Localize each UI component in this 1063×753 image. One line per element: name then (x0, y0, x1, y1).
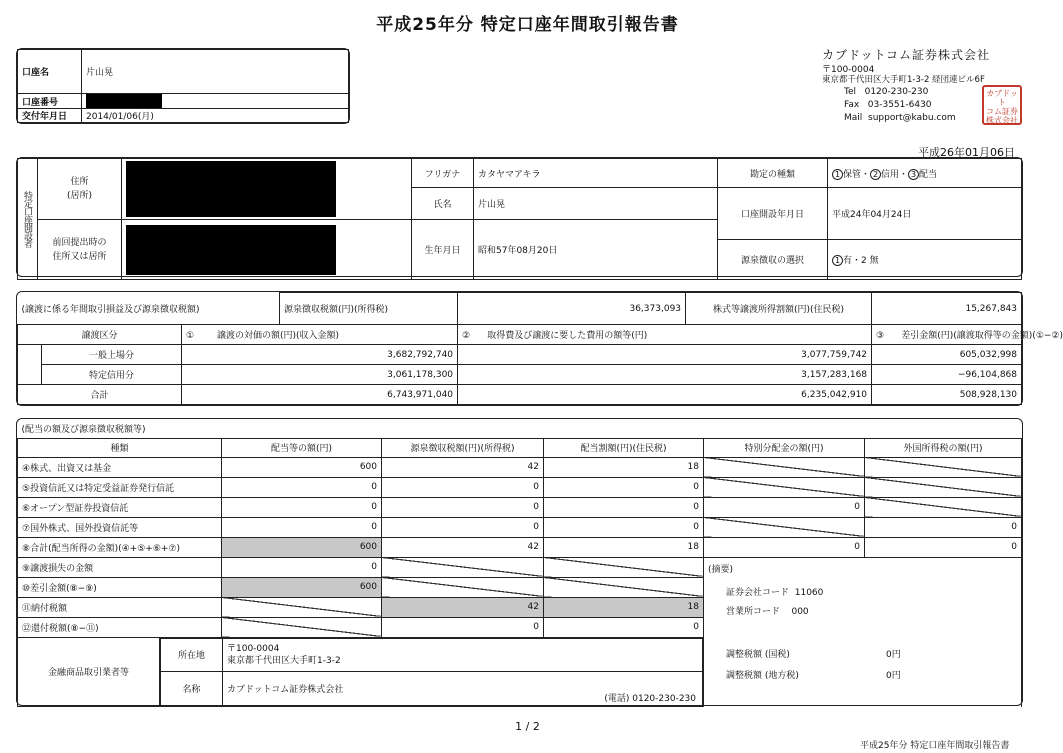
memo-cell (704, 557, 1022, 707)
dividend-header: (配当の額及び源泉徴収税額等) (18, 419, 1022, 438)
account-holder-box (16, 157, 1023, 277)
dividend-cell: 0 (544, 517, 704, 537)
dividend-box (16, 418, 1023, 706)
dividend-row-label: ⑦国外株式、国外投資信託等 (18, 517, 222, 537)
furigana-value: カタヤマアキラ (474, 159, 718, 188)
memo-label: (摘要) (708, 564, 734, 575)
dividend-cell-void (222, 617, 382, 637)
table-row (18, 457, 1022, 477)
dividend-cell-void (865, 477, 1022, 497)
withholding-label: 源泉徴収の選択 (718, 240, 828, 280)
transfer-row-label: 特定信用分 (42, 365, 182, 385)
broker-phone: (電話) 0120-230-230 (604, 693, 696, 704)
dividend-cell: 0 (704, 497, 865, 517)
dividend-cell-void (704, 477, 865, 497)
account-number-value (82, 94, 349, 109)
company-seal-image: カブドット コム証券 株式会社 (982, 85, 1022, 125)
broker-location-label: 所在地 (161, 638, 223, 671)
open-date-label: 口座開設年月日 (718, 188, 828, 240)
paid-local: 18 (544, 597, 704, 617)
account-kind-label: 勘定の種類 (718, 159, 828, 188)
broker-location-value: 〒100-0004 東京都千代田区大手町1-3-2 (223, 638, 703, 671)
issue-date-value: 2014/01/06(月) (82, 109, 349, 123)
adj-national-value: 0円 (886, 649, 901, 660)
branch-code-value: 000 (791, 606, 809, 617)
refund-tax: 0 (382, 617, 544, 637)
col-foreign: 外国所得税の額(円) (865, 438, 1022, 457)
company-tel: Tel 0120-230-230 (844, 87, 929, 97)
table-row (18, 537, 1022, 557)
account-name-label: 口座名 (18, 50, 82, 94)
withholding-value: 1 有・2 無 (828, 240, 1022, 280)
dividend-cell: 18 (544, 457, 704, 477)
transfer-col1-header: ① 譲渡の対価の額(円)(収入金額) (182, 325, 458, 345)
branch-code-label: 営業所コード (726, 606, 781, 617)
transfer-local-label: 株式等譲渡所得割額(円)(住民税) (686, 293, 872, 325)
transfer-col2-header: ② 取得費及び譲渡に要した費用の額等(円) (458, 325, 872, 345)
company-name: カブドットコム証券株式会社 (822, 48, 991, 62)
col-kind: 種類 (18, 438, 222, 457)
dividend-cell: 0 (222, 477, 382, 497)
transfer-cell: 3,061,178,300 (182, 365, 458, 385)
dividend-cell: 42 (382, 457, 544, 477)
dividend-cell-void (865, 457, 1022, 477)
dividend-cell: 0 (382, 497, 544, 517)
birth-label: 生年月日 (412, 220, 474, 280)
account-number-label: 口座番号 (18, 94, 82, 109)
account-info-box (16, 48, 350, 124)
dividend-cell: 0 (382, 517, 544, 537)
transfer-cell: 6,743,971,040 (182, 385, 458, 405)
dividend-cell-void (865, 497, 1022, 517)
dividend-cell-void (382, 577, 544, 597)
table-row (18, 557, 1022, 577)
dividend-cell-void (704, 457, 865, 477)
table-row (18, 385, 1022, 405)
transfer-withholding-value: 36,373,093 (458, 293, 686, 325)
dividend-row-label: ⑧合計(配当所得の金額)(④+⑤+⑥+⑦) (18, 537, 222, 557)
previous-address-value (122, 220, 412, 280)
transfer-cell: 3,077,759,742 (458, 345, 872, 365)
dividend-cell: 0 (544, 477, 704, 497)
broker-cell (160, 637, 704, 707)
refund-label: ⑫還付税額(⑧−⑪) (18, 617, 222, 637)
transfer-category-header: 譲渡区分 (18, 325, 182, 345)
company-address: 東京都千代田区大手町1-3-2 経団連ビル6F (822, 75, 985, 85)
dividend-row-label: ④株式、出資又は基金 (18, 457, 222, 477)
dividend-cell: 0 (382, 477, 544, 497)
dividend-cell: 42 (382, 537, 544, 557)
dividend-cell: 0 (704, 537, 865, 557)
dividend-cell: 600 (222, 537, 382, 557)
broker-label: 金融商品取引業者等 (18, 637, 160, 707)
company-postal: 〒100-0004 (822, 65, 875, 75)
table-row (18, 497, 1022, 517)
holder-side-label: 特定口座開設者 (18, 159, 38, 280)
broker-name-value: カブドットコム証券株式会社 (電話) 0120-230-230 (223, 671, 703, 706)
dividend-row-label: ⑥オープン型証券投資信託 (18, 497, 222, 517)
dividend-cell: 0 (222, 517, 382, 537)
broker-name-label: 名称 (161, 671, 223, 706)
open-date-value: 平成24年04月24日 (828, 188, 1022, 240)
transfer-row-label: 合計 (18, 385, 182, 405)
table-row (18, 477, 1022, 497)
dividend-cell: 0 (865, 537, 1022, 557)
issue-date-label: 交付年月日 (18, 109, 82, 123)
address-label: 住所 (居所) (38, 159, 122, 220)
transfer-cell: 3,682,792,740 (182, 345, 458, 365)
transfer-summary-box (16, 291, 1063, 406)
dividend-cell-void (222, 597, 382, 617)
transfer-col3-header: ③ 差引金額(円)(譲渡取得等の金額)(①−②) (872, 325, 1022, 345)
col-special: 特別分配金の額(円) (704, 438, 865, 457)
transfer-cell: 605,032,998 (872, 345, 1022, 365)
table-row (18, 365, 1022, 385)
dividend-cell: 18 (544, 537, 704, 557)
dividend-cell: 0 (544, 497, 704, 517)
transfer-withholding-label: 源泉徴収税額(円)(所得税) (280, 293, 458, 325)
redaction-bar (86, 94, 162, 108)
col-local: 配当割額(円)(住民税) (544, 438, 704, 457)
account-kind-value: 1 保管・ 2 信用・ 3 配当 (828, 159, 1022, 188)
dividend-cell-void (704, 517, 865, 537)
birth-value: 昭和57年08月20日 (474, 220, 718, 280)
net-label: ⑩差引金額(⑧−⑨) (18, 577, 222, 597)
table-row (18, 517, 1022, 537)
adj-local-label: 調整税額 (地方税) (726, 670, 799, 681)
account-name-value: 片山晃 (82, 50, 349, 94)
transfer-row-label: 一般上場分 (42, 345, 182, 365)
firm-code-value: 11060 (794, 587, 824, 598)
dividend-cell-void (544, 557, 704, 577)
dividend-row-label: ⑤投資信託又は特定受益証券発行信託 (18, 477, 222, 497)
paid-tax: 42 (382, 597, 544, 617)
report-date: 平成26年01月06日 (918, 146, 1015, 159)
company-mail: Mail support@kabu.com (844, 113, 956, 123)
holder-name-label: 氏名 (412, 188, 474, 220)
loss-label: ⑨譲渡損失の金額 (18, 557, 222, 577)
firm-code-label: 証券会社コード (726, 587, 790, 598)
loss-value: 0 (222, 557, 382, 577)
footer-doc-title: 平成25年分 特定口座年間取引報告書 (860, 741, 1010, 751)
col-tax: 源泉徴収税額(円)(所得税) (382, 438, 544, 457)
company-fax: Fax 03-3551-6430 (844, 100, 932, 110)
dividend-cell: 0 (865, 517, 1022, 537)
net-value: 600 (222, 577, 382, 597)
transfer-cell: 6,235,042,910 (458, 385, 872, 405)
transfer-header: (譲渡に係る年間取引損益及び源泉徴収税額) (18, 293, 280, 325)
transfer-local-value: 15,267,843 (872, 293, 1022, 325)
dividend-cell: 600 (222, 457, 382, 477)
address-value (122, 159, 412, 220)
redaction-bar (126, 225, 336, 275)
dividend-cell-void (544, 577, 704, 597)
adj-national-label: 調整税額 (国税) (726, 649, 790, 660)
transfer-cell: 508,928,130 (872, 385, 1022, 405)
previous-address-label: 前回提出時の 住所又は居所 (38, 220, 122, 280)
adj-local-value: 0円 (886, 670, 901, 681)
paid-label: ⑪納付税額 (18, 597, 222, 617)
holder-name-value: 片山晃 (474, 188, 718, 220)
redaction-bar (126, 161, 336, 217)
page-number: 1 / 2 (515, 720, 540, 733)
transfer-cell: −96,104,868 (872, 365, 1022, 385)
furigana-label: フリガナ (412, 159, 474, 188)
col-amount: 配当等の額(円) (222, 438, 382, 457)
page-title: 平成25年分 特定口座年間取引報告書 (376, 15, 679, 35)
refund-local: 0 (544, 617, 704, 637)
table-row (18, 345, 1022, 365)
dividend-cell-void (382, 557, 544, 577)
dividend-cell: 0 (222, 497, 382, 517)
transfer-cell: 3,157,283,168 (458, 365, 872, 385)
